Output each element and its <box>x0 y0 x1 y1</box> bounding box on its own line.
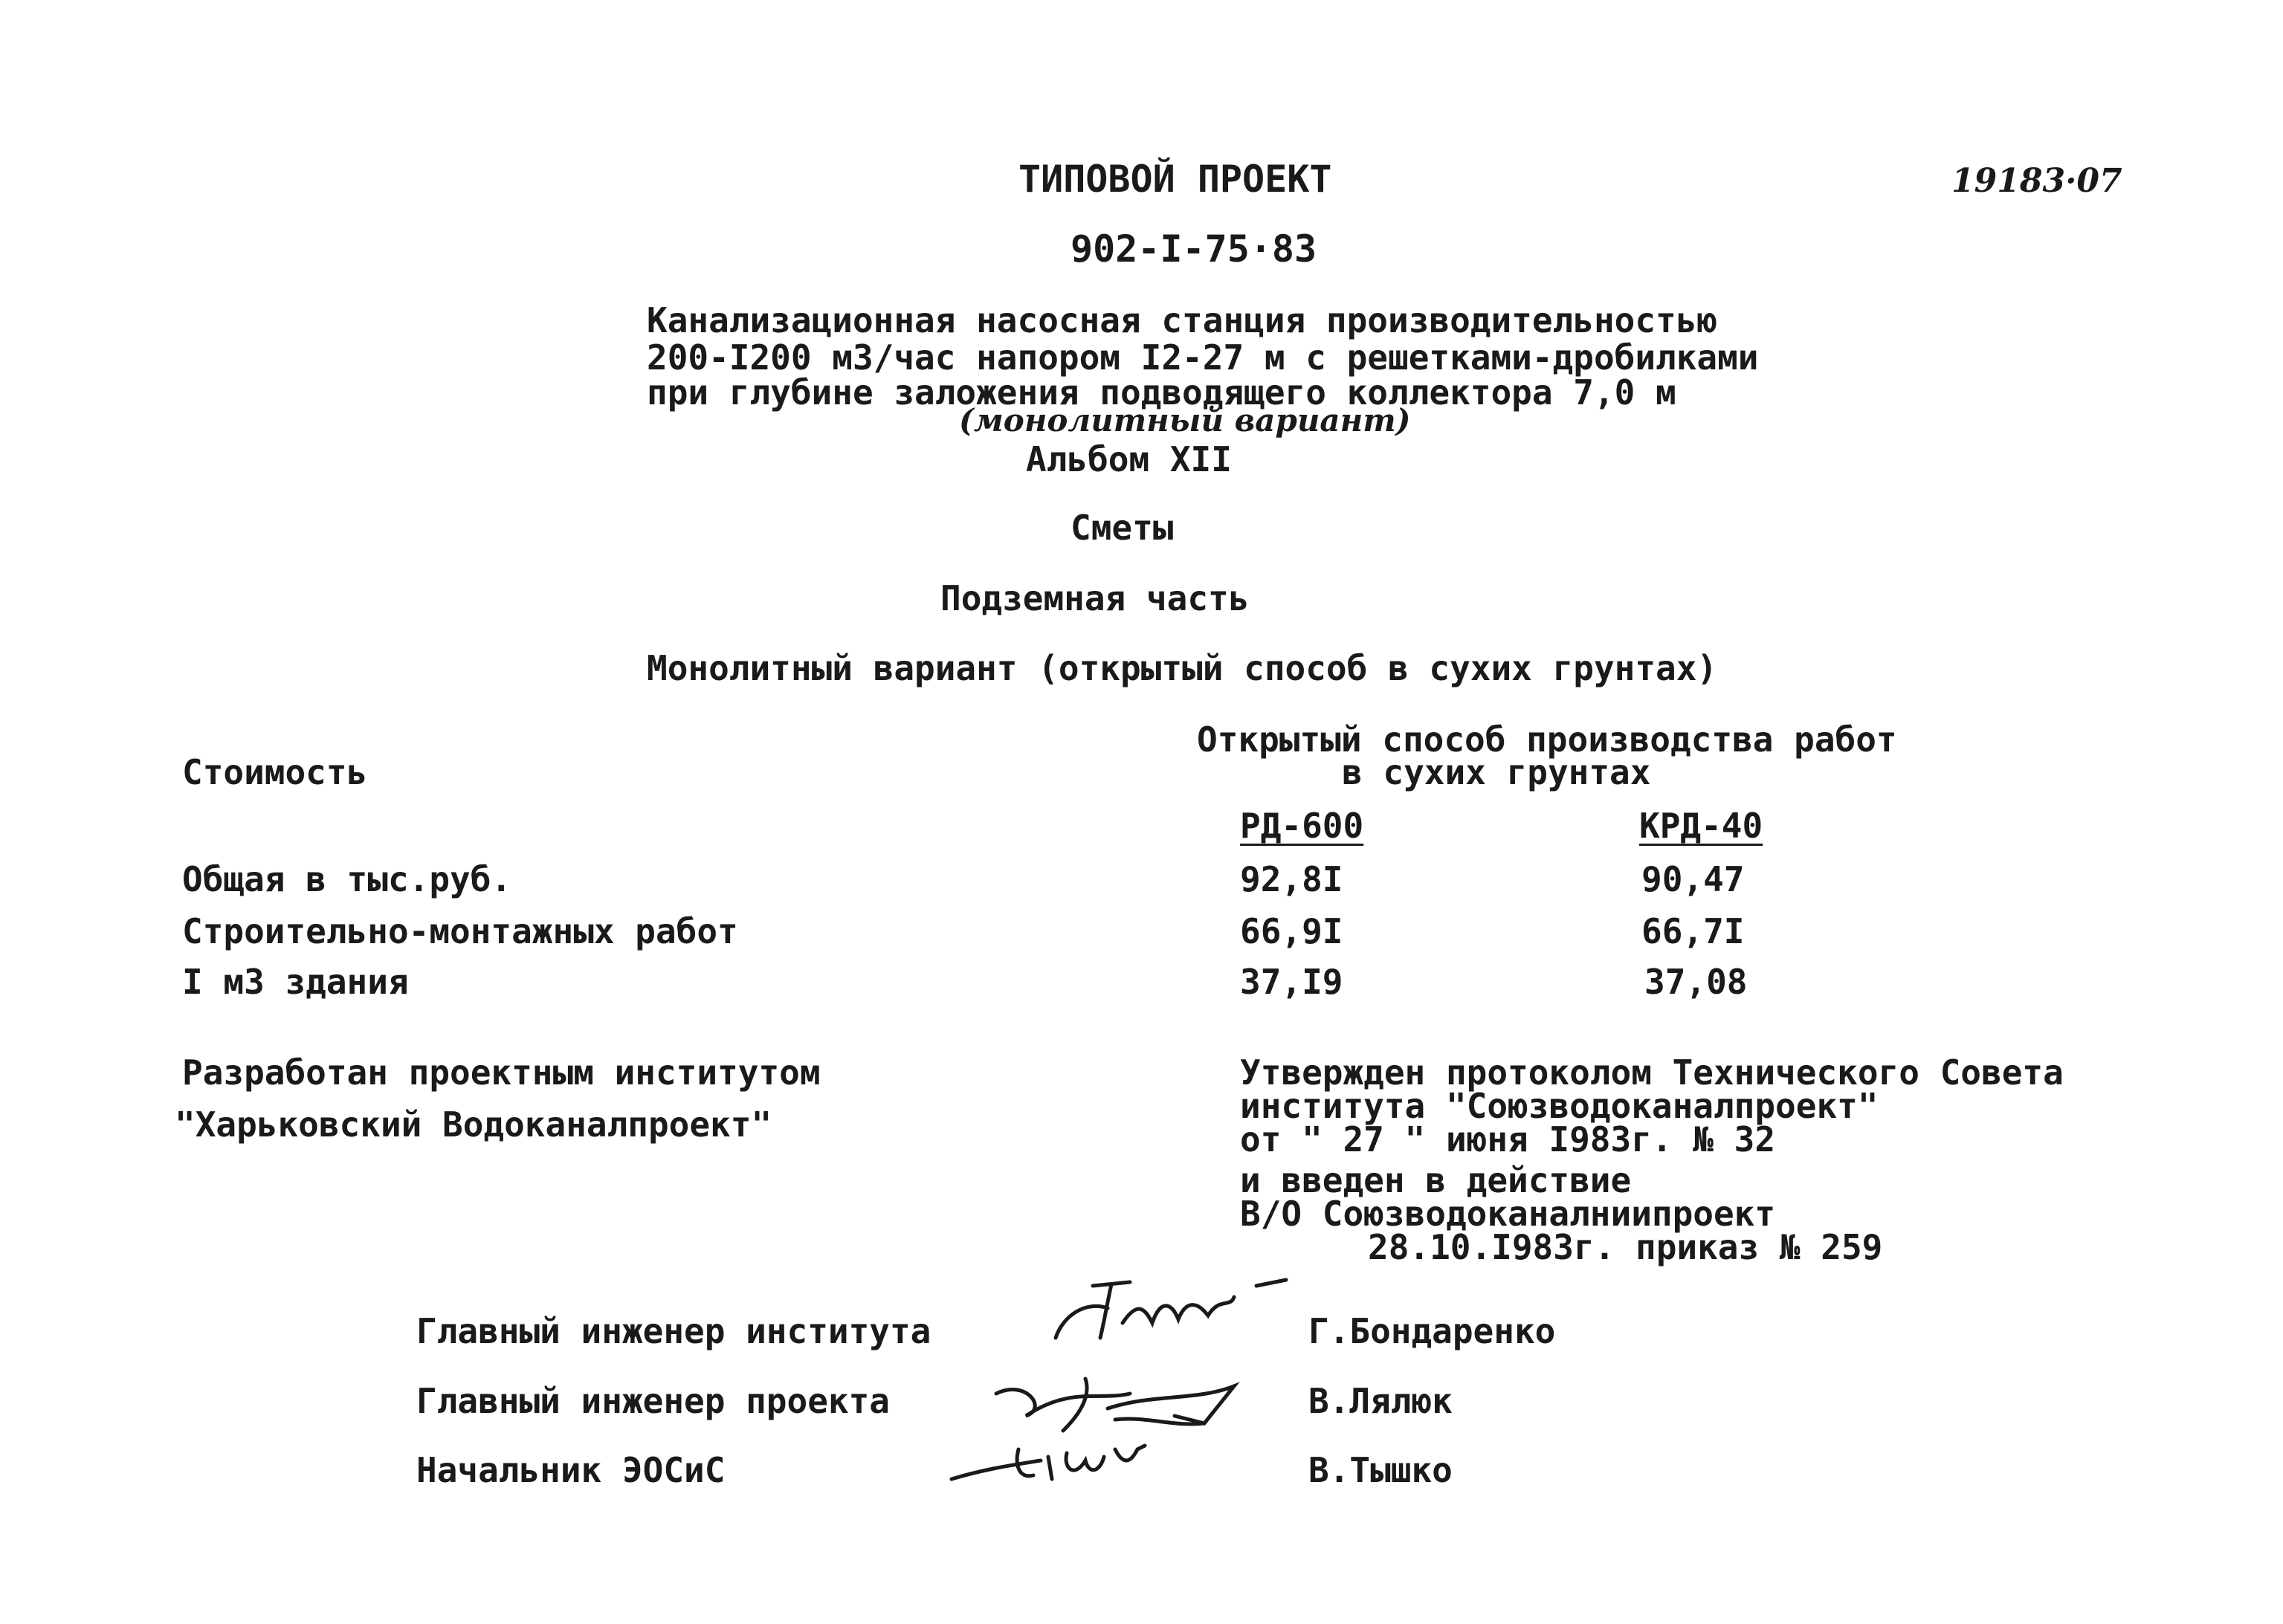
description-line-1: Канализационная насосная станция производительностью <box>647 300 1718 340</box>
section-part: Подземная часть <box>940 578 1250 618</box>
cell-construction-krd40: 66,7I <box>1641 911 1745 951</box>
developer-line-1: Разработан проектным институтом <box>182 1052 821 1093</box>
cost-group-header-line-1: Открытый способ производства работ <box>1197 719 1897 760</box>
signature-name-tyshko: В.Тышко <box>1308 1450 1453 1490</box>
cost-group-header-line-2: в сухих грунтах <box>1342 752 1651 792</box>
handwritten-signature-1 <box>1041 1256 1294 1353</box>
section-variant: Монолитный вариант (открытый способ в сухих грунтах) <box>647 648 1718 688</box>
cell-construction-rd600: 66,9I <box>1240 911 1343 951</box>
handwritten-signature-3 <box>944 1427 1182 1494</box>
cost-label-header: Стоимость <box>182 752 368 792</box>
signature-role-head-eosis: Начальник ЭОСиС <box>416 1450 726 1490</box>
description-line-2: 200-I200 м3/час напором I2-27 м с решетками-дробилками <box>647 337 1759 378</box>
description-note: (монолитный вариант) <box>959 402 1411 439</box>
approval-line-3: от " 27 " июня I983г. № 32 <box>1240 1119 1776 1159</box>
cell-total-krd40: 90,47 <box>1641 859 1745 899</box>
approval-line-2: института "Союзводоканалпроект" <box>1240 1086 1879 1126</box>
sheet-code: 19183·07 <box>1951 162 2122 200</box>
cell-total-rd600: 92,8I <box>1240 859 1343 899</box>
approval-line-1: Утвержден протоколом Технического Совета <box>1240 1052 2064 1093</box>
approval-line-5: В/О Союзводоканалниипроект <box>1240 1194 1776 1234</box>
signature-name-lyalyuk: В.Лялюк <box>1308 1381 1453 1421</box>
column-header-rd600: РД-600 <box>1240 806 1364 846</box>
row-label-total: Общая в тыс.руб. <box>182 859 512 899</box>
section-estimates: Сметы <box>1071 508 1174 548</box>
column-header-krd40: КРД-40 <box>1639 806 1763 846</box>
album-number: Альбом XII <box>1026 439 1232 479</box>
developer-line-2: "Харьковский Водоканалпроект" <box>175 1104 772 1145</box>
cell-per-m3-rd600: 37,I9 <box>1240 962 1343 1002</box>
document-type-title: ТИПОВОЙ ПРОЕКТ <box>1018 158 1332 201</box>
cell-per-m3-krd40: 37,08 <box>1644 962 1748 1002</box>
project-code: 902-I-75·83 <box>1071 227 1317 271</box>
approval-line-6: 28.10.I983г. приказ № 259 <box>1368 1227 1883 1267</box>
signature-role-chief-engineer-project: Главный инженер проекта <box>416 1381 890 1421</box>
row-label-per-m3: I м3 здания <box>182 962 409 1002</box>
row-label-construction: Строительно-монтажных работ <box>182 911 738 951</box>
signature-name-bondarenko: Г.Бондаренко <box>1308 1311 1556 1351</box>
description-line-3: при глубине заложения подводящего коллектора 7,0 м <box>647 372 1676 413</box>
approval-line-4: и введен в действие <box>1240 1160 1632 1200</box>
signature-role-chief-engineer-institute: Главный инженер института <box>416 1311 931 1351</box>
